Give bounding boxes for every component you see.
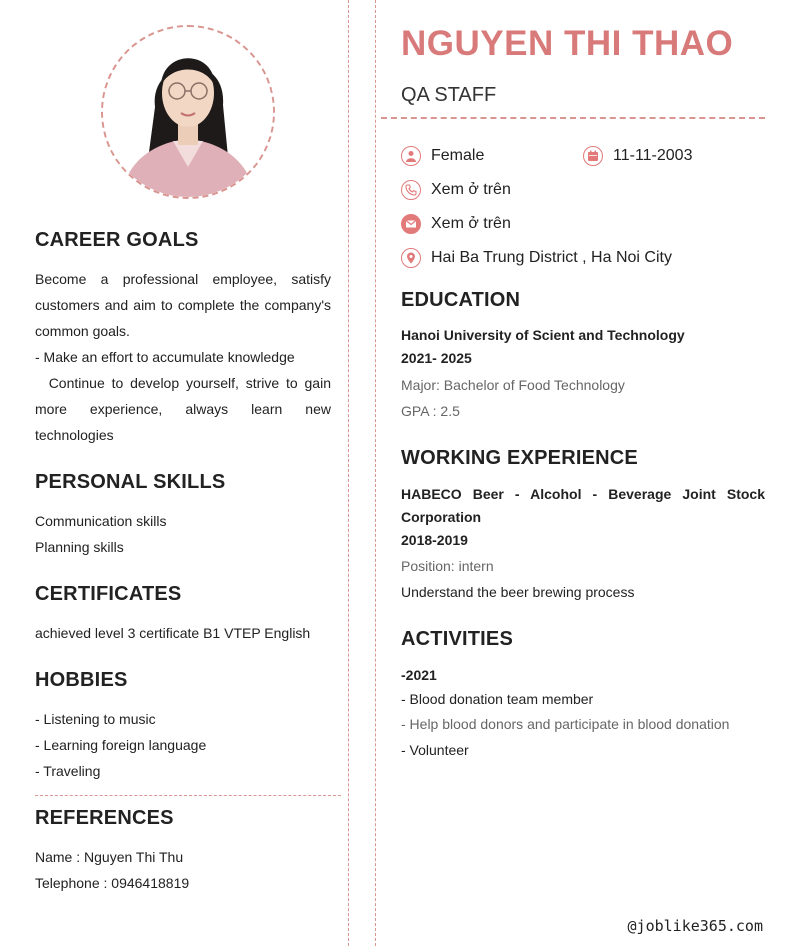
certificates-title: CERTIFICATES — [35, 583, 182, 605]
watermark-text: @joblike365.com — [627, 917, 763, 935]
phone-value: Xem ở trên — [431, 181, 511, 198]
education-school: Hanoi University of Scient and Technology — [401, 327, 685, 343]
email-value: Xem ở trên — [431, 215, 511, 232]
gender-value: Female — [431, 147, 485, 164]
education-major: Major: Bachelor of Food Technology — [401, 377, 625, 393]
references-title: REFERENCES — [35, 807, 174, 829]
personal-skills-title: PERSONAL SKILLS — [35, 471, 226, 493]
activities-title: ACTIVITIES — [401, 628, 514, 650]
mail-icon — [401, 214, 421, 234]
left-column-divider — [348, 0, 349, 946]
phone-icon — [401, 180, 421, 200]
right-column-divider — [375, 0, 376, 946]
address-value: Hai Ba Trung District , Ha Noi City — [431, 249, 672, 266]
skill-item: Communication skills — [35, 513, 167, 529]
activity-item: - Volunteer — [401, 742, 469, 758]
person-icon — [401, 146, 421, 166]
experience-title: WORKING EXPERIENCE — [401, 447, 638, 469]
certificate-item: achieved level 3 certificate B1 VTEP English — [35, 625, 311, 641]
birthday-row — [583, 146, 692, 166]
experience-description: Understand the beer brewing process — [401, 584, 635, 600]
profile-photo — [101, 25, 275, 199]
profile-photo-illustration — [103, 27, 273, 197]
calendar-icon — [583, 146, 603, 166]
career-goals-paragraph: Become a professional employee, satisfy customers and aim to complete the company's common goals. — [35, 271, 331, 339]
skill-item: Planning skills — [35, 539, 124, 555]
location-pin-icon — [401, 248, 421, 268]
career-goals-title: CAREER GOALS — [35, 229, 199, 251]
reference-name: Name : Nguyen Thi Thu — [35, 849, 184, 865]
gender-row — [401, 146, 484, 166]
career-goals-line: Continue to develop yourself, strive to gain more experience, always learn new technologies — [35, 375, 335, 443]
experience-years: 2018-2019 — [401, 532, 468, 548]
candidate-position: QA STAFF — [401, 84, 497, 106]
experience-position: Position: intern — [401, 558, 494, 574]
education-gpa: GPA : 2.5 — [401, 403, 460, 419]
candidate-name: NGUYEN THI THAO — [401, 24, 734, 63]
header-divider — [381, 117, 765, 119]
hobby-item: - Listening to music — [35, 711, 156, 727]
address-row — [401, 248, 672, 268]
hobbies-title: HOBBIES — [35, 669, 128, 691]
activities-year: -2021 — [401, 667, 437, 683]
education-title: EDUCATION — [401, 289, 521, 311]
birthday-value: 11-11-2003 — [613, 147, 693, 164]
hobby-item: - Learning foreign language — [35, 737, 207, 753]
hobby-item: - Traveling — [35, 763, 101, 779]
reference-telephone: Telephone : 0946418819 — [35, 875, 190, 891]
activity-item: - Help blood donors and participate in blood donation — [401, 716, 730, 732]
references-divider — [35, 795, 341, 796]
phone-row — [401, 180, 511, 200]
activity-item: - Blood donation team member — [401, 691, 594, 707]
email-row — [401, 214, 511, 234]
education-years: 2021- 2025 — [401, 350, 472, 366]
experience-company: HABECO Beer - Alcohol - Beverage Joint Stock Corporation — [401, 486, 765, 525]
career-goals-line: - Make an effort to accumulate knowledge — [35, 349, 295, 365]
